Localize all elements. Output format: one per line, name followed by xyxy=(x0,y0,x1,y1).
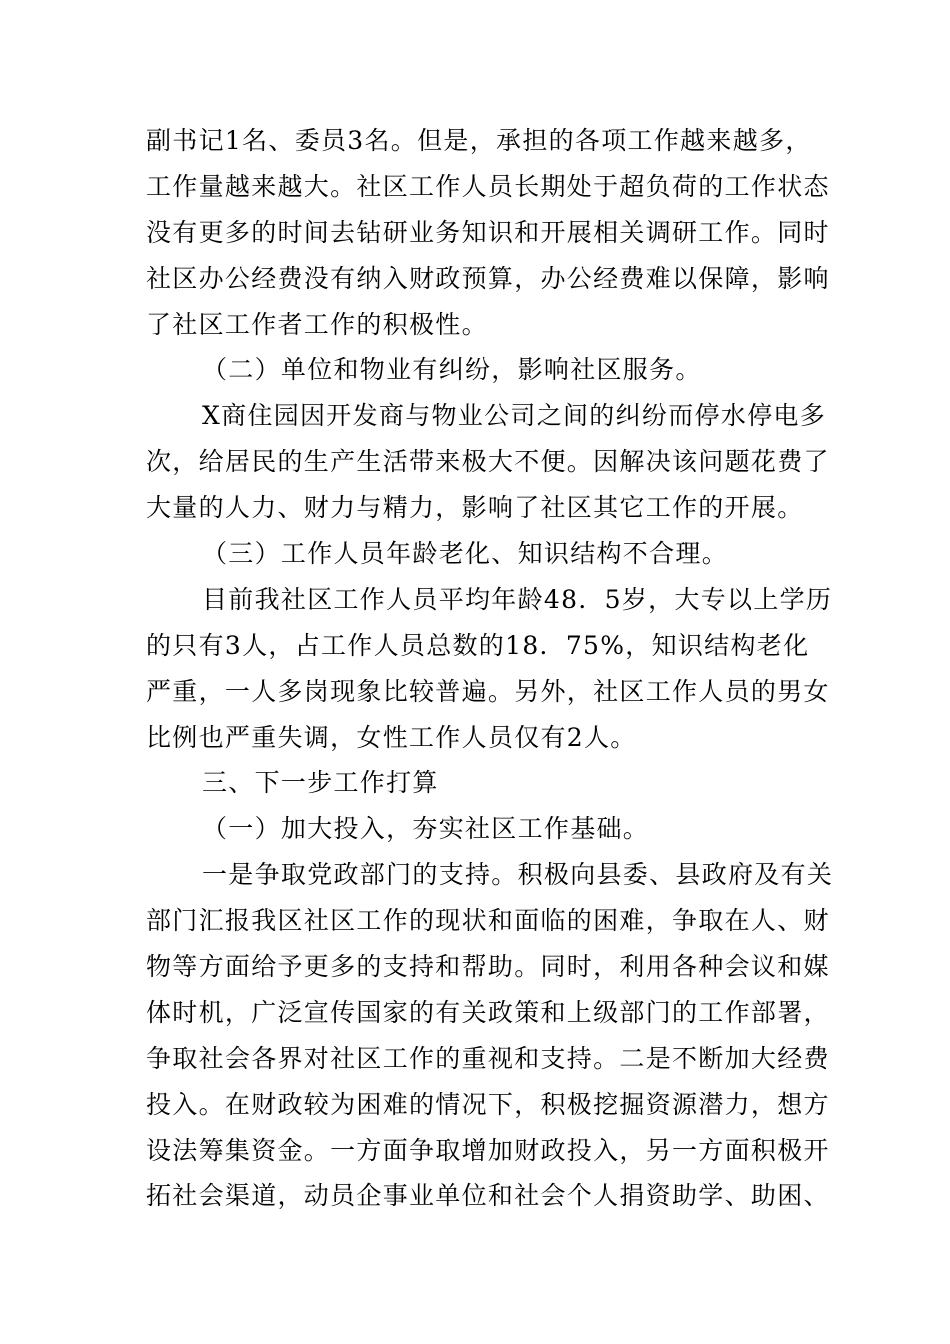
body-line: 设法筹集资金。一方面争取增加财政投入，另一方面积极开 xyxy=(146,1135,830,1165)
subheading-3: （三）工作人员年龄老化、知识结构不合理。 xyxy=(202,539,729,569)
body-line: 没有更多的时间去钻研业务知识和开展相关调研工作。同时 xyxy=(146,217,830,247)
body-line: 大量的人力、财力与精力，影响了社区其它工作的开展。 xyxy=(146,493,804,523)
body-line: 了社区工作者工作的积极性。 xyxy=(146,309,488,339)
subheading-2: （二）单位和物业有纠纷，影响社区服务。 xyxy=(202,355,702,385)
body-line: 投入。在财政较为困难的情况下，积极挖掘资源潜力，想方 xyxy=(146,1089,830,1119)
subheading-1: （一）加大投入，夯实社区工作基础。 xyxy=(202,814,650,844)
paragraph-start-line: X商住园因开发商与物业公司之间的纠纷而停水停电多 xyxy=(202,401,826,431)
body-line: 物等方面给予更多的支持和帮助。同时，利用各种会议和媒 xyxy=(146,952,830,982)
paragraph-start-line: 目前我社区工作人员平均年龄48．5岁，大专以上学历 xyxy=(202,584,833,614)
body-line: 严重，一人多岗现象比较普遍。另外，社区工作人员的男女 xyxy=(146,676,830,706)
paragraph-start-line: 一是争取党政部门的支持。积极向县委、县政府及有关 xyxy=(202,860,834,890)
body-line: 拓社会渠道，动员企事业单位和社会个人捐资助学、助困、 xyxy=(146,1181,830,1211)
body-line: 体时机，广泛宣传国家的有关政策和上级部门的工作部署， xyxy=(146,997,830,1027)
body-line: 副书记1名、委员3名。但是，承担的各项工作越来越多， xyxy=(146,126,812,155)
body-line: 次，给居民的生产生活带来极大不便。因解决该问题花费了 xyxy=(146,447,830,477)
document-page xyxy=(146,118,834,1219)
body-line: 争取社会各界对社区工作的重视和支持。二是不断加大经费 xyxy=(146,1043,830,1073)
body-line: 的只有3人，占工作人员总数的18．75%，知识结构老化 xyxy=(146,630,810,660)
body-line: 比例也严重失调，女性工作人员仅有2人。 xyxy=(146,722,637,752)
body-line: 社区办公经费没有纳入财政预算，办公经费难以保障，影响 xyxy=(146,263,830,293)
body-line: 部门汇报我区社区工作的现状和面临的困难，争取在人、财 xyxy=(146,906,830,936)
body-line: 工作量越来越大。社区工作人员长期处于超负荷的工作状态 xyxy=(146,171,830,201)
section-heading-3: 三、下一步工作打算 xyxy=(202,768,439,798)
